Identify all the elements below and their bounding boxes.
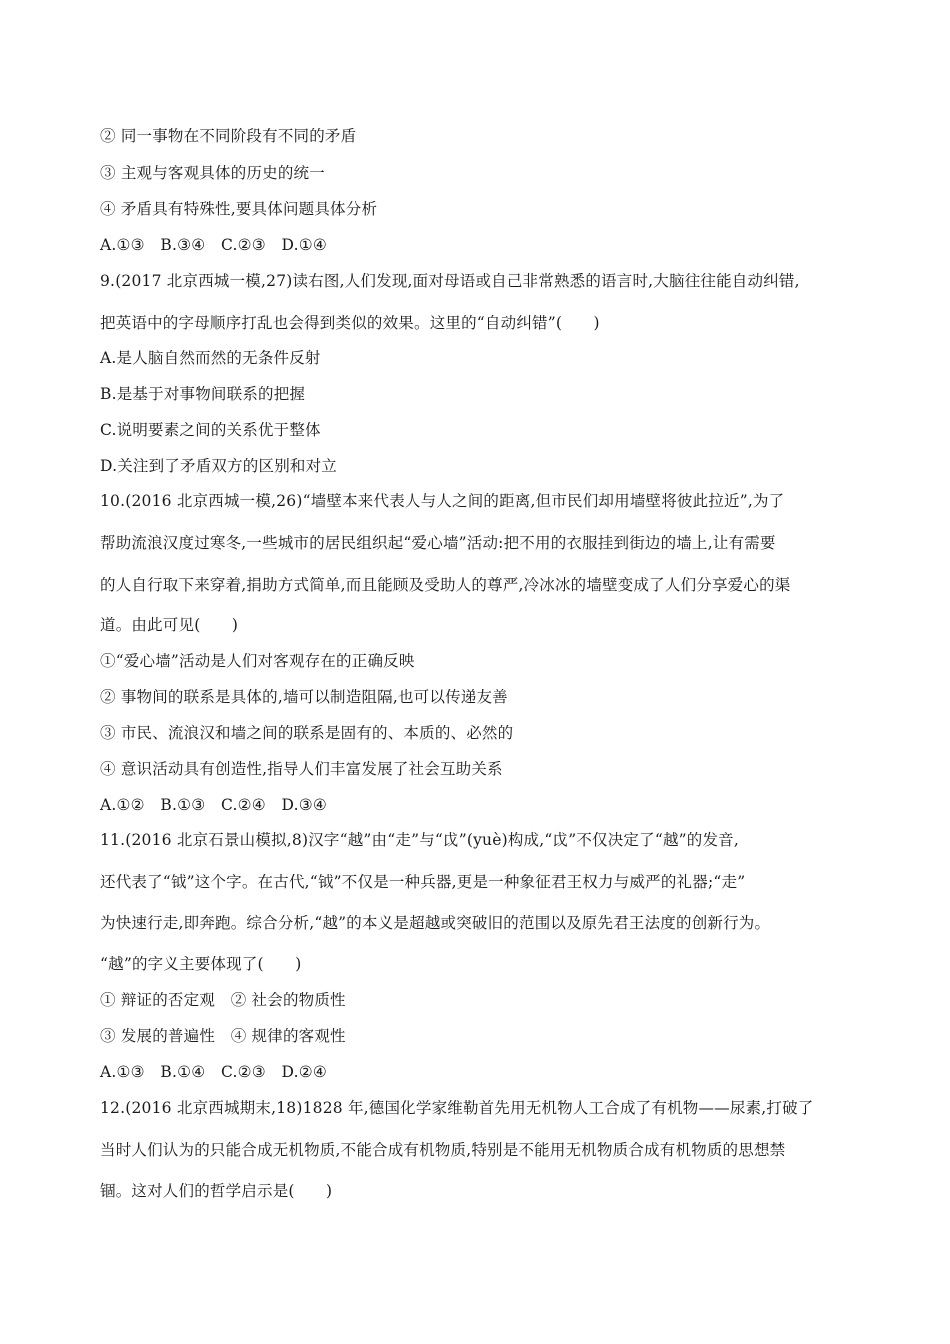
question-10-line-1: 10.(2016 北京西城一模,26)“墙壁本来代表人与人之间的距离,但市民们却用墙壁将彼此拉近”,为了 bbox=[100, 492, 785, 510]
question-10-line-2: 帮助流浪汉度过寒冬,一些城市的居民组织起“爱心墙”活动:把不用的衣服挂到街边的墙上,让有需要 bbox=[100, 534, 776, 552]
q10-statement-4: ④ 意识活动具有创造性,指导人们丰富发展了社会互助关系 bbox=[100, 760, 503, 778]
question-9-line-2: 把英语中的字母顺序打乱也会得到类似的效果。这里的“自动纠错”( ) bbox=[100, 314, 600, 332]
answer-choices-q8: A.①③ B.③④ C.②③ D.①④ bbox=[100, 236, 327, 254]
q9-option-a: A.是人脑自然而然的无条件反射 bbox=[100, 349, 321, 367]
question-10-line-3: 的人自行取下来穿着,捐助方式简单,而且能顾及受助人的尊严,冷冰冰的墙壁变成了人们分享爱心的渠 bbox=[100, 576, 791, 594]
q11-statements-1-2: ① 辩证的否定观 ② 社会的物质性 bbox=[100, 991, 346, 1009]
q11-statements-3-4: ③ 发展的普遍性 ④ 规律的客观性 bbox=[100, 1027, 346, 1045]
question-12-line-1: 12.(2016 北京西城期末,18)1828 年,德国化学家维勒首先用无机物人工合成了有机物——尿素,打破了 bbox=[100, 1099, 814, 1117]
option-line-3: ③ 主观与客观具体的历史的统一 bbox=[100, 164, 325, 182]
question-11-line-3: 为快速行走,即奔跑。综合分析,“越”的本义是超越或突破旧的范围以及原先君王法度的创新行为。 bbox=[100, 914, 771, 932]
question-10-line-4: 道。由此可见( ) bbox=[100, 616, 239, 634]
q10-statement-1: ①“爱心墙”活动是人们对客观存在的正确反映 bbox=[100, 652, 415, 670]
question-11-line-2: 还代表了“钺”这个字。在古代,“钺”不仅是一种兵器,更是一种象征君王权力与威严的礼器;“走” bbox=[100, 873, 746, 891]
q9-option-c: C.说明要素之间的关系优于整体 bbox=[100, 421, 321, 439]
question-12-line-2: 当时人们认为的只能合成无机物质,不能合成有机物质,特别是不能用无机物质合成有机物质的思想禁 bbox=[100, 1141, 786, 1159]
q10-statement-2: ② 事物间的联系是具体的,墙可以制造阻隔,也可以传递友善 bbox=[100, 688, 508, 706]
question-12-line-3: 锢。这对人们的哲学启示是( ) bbox=[100, 1182, 333, 1200]
question-9-line-1: 9.(2017 北京西城一模,27)读右图,人们发现,面对母语或自己非常熟悉的语言时,大脑往往能自动纠错, bbox=[100, 272, 800, 290]
option-line-2: ② 同一事物在不同阶段有不同的矛盾 bbox=[100, 127, 357, 145]
question-11-line-4: “越”的字义主要体现了( ) bbox=[100, 955, 302, 973]
q9-option-d: D.关注到了矛盾双方的区别和对立 bbox=[100, 457, 338, 475]
option-line-4: ④ 矛盾具有特殊性,要具体问题具体分析 bbox=[100, 200, 378, 218]
answer-choices-q11: A.①③ B.①④ C.②③ D.②④ bbox=[100, 1063, 327, 1081]
answer-choices-q10: A.①② B.①③ C.②④ D.③④ bbox=[100, 796, 327, 814]
q10-statement-3: ③ 市民、流浪汉和墙之间的联系是固有的、本质的、必然的 bbox=[100, 724, 514, 742]
q9-option-b: B.是基于对事物间联系的把握 bbox=[100, 385, 306, 403]
question-11-line-1: 11.(2016 北京石景山模拟,8)汉字“越”由“走”与“戉”(yuè)构成,“戉”不仅决定了“越”的发音, bbox=[100, 831, 740, 849]
